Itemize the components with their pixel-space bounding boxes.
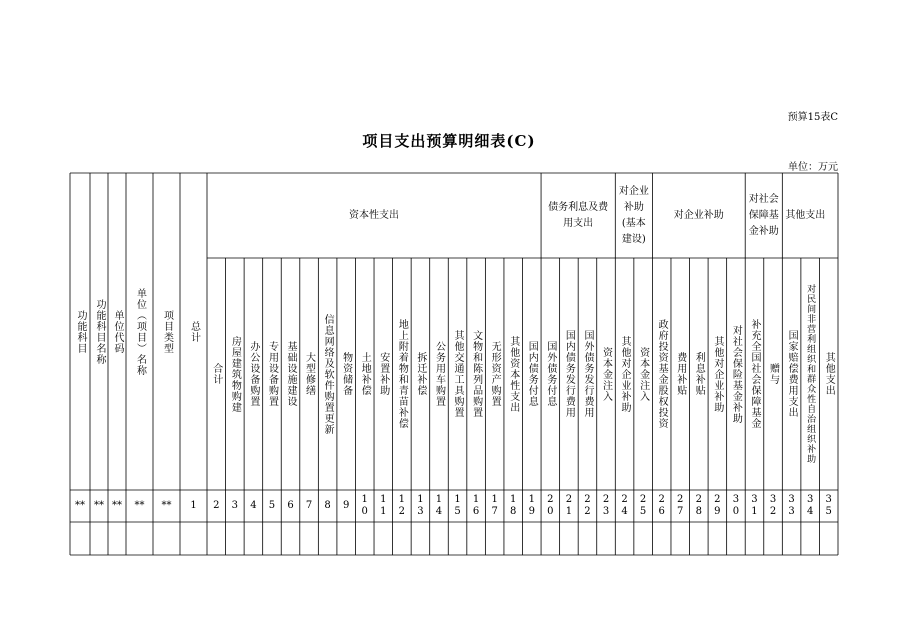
sub-header-cell [393,258,412,490]
index-cell [727,490,746,522]
left-header-cell [153,173,180,490]
index-cell [337,490,356,522]
index-cell [597,490,616,522]
index-cell [819,490,838,522]
index-cell [523,490,542,522]
unit-label: 单位：万元 [788,162,838,173]
index-cell-text: 2 [213,500,220,511]
sub-header-cell-text: 其他交通工具购置 [452,330,464,418]
group-header-cell [745,173,782,258]
sub-header-cell [615,258,634,490]
index-cell [263,490,282,522]
index-cell-text: 6 [287,500,294,511]
index-cell [578,490,597,522]
index-cell-text: 7 [305,500,313,511]
index-cell [485,490,504,522]
index-cell-text: 18 [507,494,519,518]
group-header-cell [782,173,828,258]
sub-header-cell-text: 其他对企业补助 [711,335,723,413]
sub-header-cell [300,258,319,490]
index-cell [615,490,634,522]
left-header-cell [180,173,207,490]
sub-header-cell [782,258,801,490]
index-cell [504,490,523,522]
sub-header-cell [690,258,709,490]
sub-header-cell [541,258,560,490]
index-cell [126,490,153,522]
index-cell-text: 26 [656,494,668,518]
left-header-cell-text: 功能科目 [75,309,86,354]
index-cell [745,490,764,522]
sub-header-cell-text: 其他对企业补助 [619,335,631,413]
index-cell-text: 19 [526,494,538,518]
index-cell [281,490,300,522]
group-header-cell-text: 债务利息及费用支出 [548,201,609,229]
index-cell-text: 21 [563,494,575,518]
index-cell [108,490,126,522]
index-cell-text: 9 [342,500,350,511]
index-cell-text: 17 [489,494,501,518]
sub-header-cell-text: 拆迁补偿 [414,352,426,396]
index-cell-text: ** [112,500,122,511]
sub-header-cell [263,258,282,490]
index-cell-text: ** [75,500,85,511]
sub-header-cell-text: 利息补贴 [693,352,705,396]
sub-header-cell [801,258,820,490]
sub-header-cell-text: 公务用车购置 [433,341,445,407]
group-header-cell [541,173,615,258]
left-header-cell-text: 单位（项目）名称 [134,287,146,376]
sub-header-cell [708,258,727,490]
sub-header-cell-text: 无形资产购置 [489,341,501,407]
index-cell-text: ** [134,500,145,511]
left-header-cell [70,173,90,490]
index-cell-text: 33 [786,494,798,518]
index-cell [541,490,560,522]
index-cell-text: 12 [396,494,408,518]
index-cell-text: 35 [823,494,835,518]
index-cell-text: 10 [359,494,371,518]
page-title: 项目支出预算明细表(C) [362,132,536,150]
sub-header-cell-text: 合计 [210,363,222,385]
sub-header-cell-text: 大型修缮 [303,352,315,396]
index-cell [782,490,801,522]
sub-header-cell-text: 文物和陈列品购置 [470,330,482,418]
sub-header-cell-text: 安置补助 [377,352,389,396]
sub-header-cell-text: 费用补贴 [674,352,686,396]
sub-header-cell [226,258,245,490]
sub-header-cell-text: 物资储备 [340,352,352,396]
index-cell-text: ** [161,500,172,511]
index-cell [671,490,690,522]
sub-header-cell-text: 办公设备购置 [247,341,259,407]
index-cell [448,490,467,522]
index-cell-text: 24 [619,494,631,518]
sub-header-cell-text: 专用设备购置 [266,341,278,407]
index-cell [318,490,337,522]
index-cell [430,490,449,522]
index-cell-text: 16 [470,494,482,518]
index-cell-text: 28 [693,494,705,518]
index-cell-text: 15 [452,494,464,518]
sub-header-cell [764,258,783,490]
index-cell [467,490,486,522]
group-header-cell [207,173,541,258]
left-header-cell-text: 单位代码 [112,309,123,354]
index-cell-text: 22 [581,494,593,518]
index-cell [70,490,90,522]
index-cell-text: 31 [748,494,760,518]
index-cell [634,490,653,522]
sub-header-cell-text: 国内债务发行费用 [563,330,575,418]
sub-header-cell-text: 对社会保险基金补助 [730,324,742,424]
sub-header-cell [819,258,838,490]
sub-header-cell-text: 国外债务发行费用 [581,330,593,418]
sub-header-cell-text: 其他支出 [823,352,835,396]
index-cell [244,490,263,522]
index-cell [355,490,374,522]
group-header-cell-text: 对企业补助(基本建设) [618,185,649,245]
index-cell-text: ** [94,500,104,511]
group-header-cell-text: 对社会保障基金补助 [748,193,779,237]
sub-header-cell-text: 赠与 [767,363,779,385]
index-cell [560,490,579,522]
sub-header-cell [485,258,504,490]
sub-header-cell [448,258,467,490]
index-cell [300,490,319,522]
sub-header-cell-text: 信息网络及软件购置更新 [322,313,334,435]
index-cell-text: 13 [414,494,426,518]
index-cell-text: 29 [711,494,723,518]
group-header-cell-text: 对企业补助 [673,209,724,221]
sub-header-cell [634,258,653,490]
index-cell-text: 14 [433,494,445,518]
index-cell-text: 3 [231,500,238,511]
index-cell [393,490,412,522]
sub-header-cell [281,258,300,490]
index-cell [180,490,207,522]
sub-header-cell [467,258,486,490]
sub-header-cell-text: 国家赔偿费用支出 [786,330,798,418]
group-header-cell [652,173,745,258]
sub-header-cell [523,258,542,490]
left-header-cell [90,173,108,490]
sub-header-cell-text: 国外债务付息 [544,341,556,407]
sub-header-cell-text: 国内债务付息 [526,341,538,407]
sub-header-cell-text: 补充全国社会保障基金 [748,319,760,429]
index-cell [764,490,783,522]
left-header-cell [126,173,153,490]
group-header-cell [615,173,652,258]
group-header-cell-text: 其他支出 [785,209,826,221]
left-header-cell [108,173,126,490]
left-header-cell-text: 项目类型 [161,309,173,354]
sub-header-cell [597,258,616,490]
group-header-cell-text: 资本性支出 [349,209,400,221]
index-cell-text: 30 [730,494,742,518]
sub-header-cell [745,258,764,490]
index-cell [207,490,226,522]
index-cell [652,490,671,522]
index-cell [153,490,180,522]
sub-header-cell [411,258,430,490]
sub-header-cell [504,258,523,490]
index-cell-text: 1 [190,500,197,511]
index-cell [226,490,245,522]
sub-header-cell [652,258,671,490]
sub-header-cell [244,258,263,490]
index-cell [411,490,430,522]
index-cell-text: 32 [767,494,779,518]
index-cell-text: 23 [600,494,612,518]
index-cell [90,490,108,522]
sub-header-cell [560,258,579,490]
index-cell-text: 34 [804,494,816,518]
index-cell [690,490,709,522]
sub-header-cell-text: 政府投资基金股权投资 [656,319,668,429]
sub-header-cell-text: 资本金注入 [600,346,612,402]
index-cell-text: 4 [250,500,257,511]
sub-header-cell-text: 对民间非营利组织和群众性自治组织补助 [805,284,816,464]
index-cell [708,490,727,522]
sub-header-cell-text: 其他资本性支出 [507,335,519,413]
sub-header-cell [430,258,449,490]
sub-header-cell-text: 基础设施建设 [285,341,296,407]
sub-header-cell-text: 土地补偿 [359,352,371,396]
index-cell-text: 25 [637,494,649,518]
index-cell-text: 27 [674,494,686,518]
sub-header-cell [337,258,356,490]
sub-header-cell-text: 资本金注入 [637,346,649,402]
index-cell-text: 8 [324,500,331,511]
index-cell [374,490,393,522]
sub-header-cell [318,258,337,490]
index-cell-text: 20 [544,494,556,518]
sub-header-cell [355,258,374,490]
sub-header-cell-text: 地上附着物和青苗补偿 [396,319,408,429]
index-cell [801,490,820,522]
sub-header-cell-text: 房屋建筑物购建 [229,335,241,413]
sub-header-cell [671,258,690,490]
sub-header-cell [207,258,226,490]
index-cell-text: 5 [268,500,276,511]
sub-header-cell [727,258,746,490]
left-header-cell-text: 总计 [188,320,200,343]
left-header-cell-text: 功能科目名称 [94,298,105,365]
sub-header-cell [374,258,393,490]
form-code: 预算15表C [787,112,838,123]
sub-header-cell [578,258,597,490]
index-cell-text: 11 [377,494,389,518]
